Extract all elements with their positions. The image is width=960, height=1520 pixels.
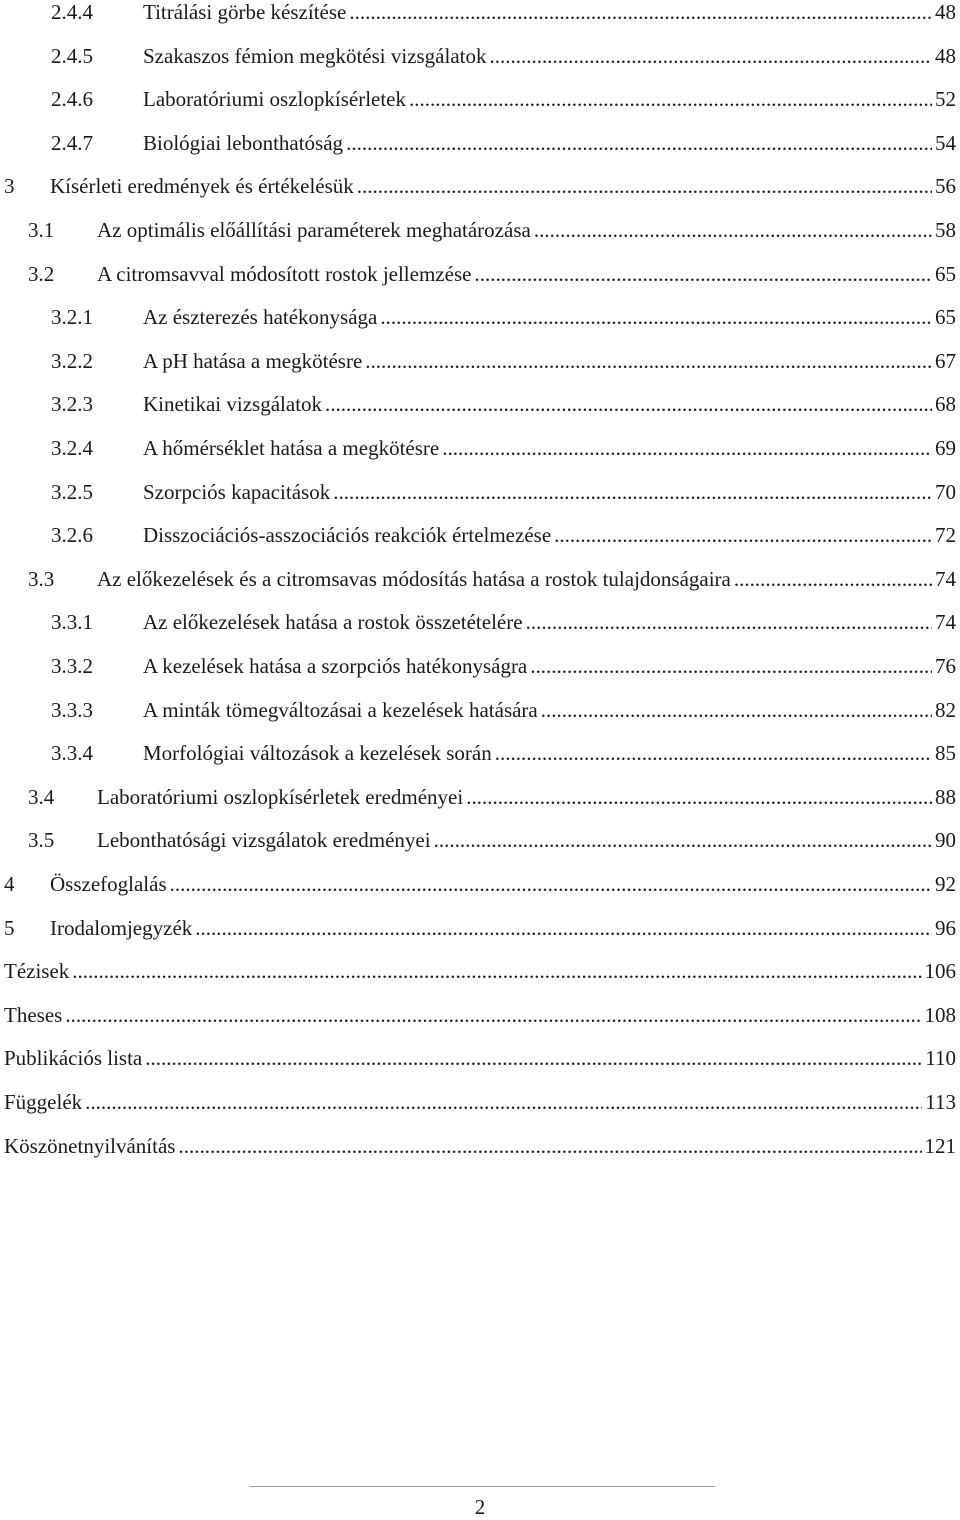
toc-entry-number: 4 (4, 872, 15, 896)
toc-entry[interactable] (0, 775, 960, 819)
toc-entry-number: 3.3.1 (51, 610, 93, 635)
dot-leader (145, 1046, 922, 1070)
toc-entry-title: A citromsavval módosított rostok jellemzése (97, 261, 472, 286)
toc-entry[interactable] (0, 339, 960, 383)
toc-entry-number: 2.4.5 (51, 43, 93, 68)
toc-entry-number: 3.4 (28, 784, 55, 809)
toc-entry-title: Kísérleti eredmények és értékelésük (50, 174, 354, 199)
toc-entry-title: Az észterezés hatékonysága (143, 305, 378, 330)
dot-leader (65, 1003, 921, 1027)
dot-leader (474, 262, 932, 286)
toc-entry[interactable] (0, 557, 960, 601)
toc-entry-title: Szorpciós kapacitások (143, 479, 331, 504)
toc-entry-title: Az előkezelések és a citromsavas módosítás hatása a rostok tulajdonságaira (97, 566, 731, 591)
dot-leader (349, 0, 932, 24)
toc-entry-page: 113 (925, 1090, 956, 1114)
toc-entry-title: A minták tömegváltozásai a kezelések hatására (143, 697, 538, 722)
toc-entry-number: 3.2.1 (51, 305, 93, 330)
toc-entry-title: Titrálási görbe készítése (143, 0, 347, 24)
toc-entry[interactable] (0, 688, 960, 732)
toc-entry[interactable] (0, 164, 960, 208)
toc-entry-page: 56 (935, 174, 956, 199)
toc-entry[interactable] (0, 470, 960, 514)
toc-entry[interactable] (0, 600, 960, 644)
toc-entry-number: 3.2.3 (51, 392, 93, 417)
toc-entry-title: Laboratóriumi oszlopkísérletek eredményei (97, 784, 464, 809)
dot-leader (434, 828, 932, 852)
toc-entry-title: Laboratóriumi oszlopkísérletek (143, 87, 407, 112)
dot-leader (170, 872, 932, 896)
toc-entry-title: Szakaszos fémion megkötési vizsgálatok (143, 43, 487, 68)
dot-leader (325, 392, 932, 416)
toc-entry-page: 48 (935, 0, 956, 24)
toc-entry[interactable] (0, 862, 960, 906)
toc-entry-number: 2.4.6 (51, 87, 93, 112)
dot-leader (357, 174, 932, 198)
toc-entry-title: A pH hatása a megkötésre (143, 348, 363, 373)
toc-entry[interactable] (0, 818, 960, 862)
toc-entry-title: Disszociációs-asszociációs reakciók értelmezése (143, 523, 552, 548)
toc-entry-page: 70 (935, 479, 956, 504)
toc-entry[interactable] (0, 0, 960, 34)
toc-entry[interactable] (0, 208, 960, 252)
toc-entry-title: A hőmérséklet hatása a megkötésre (143, 436, 440, 460)
toc-entry-number: 3.2.2 (51, 348, 93, 373)
dot-leader (346, 131, 932, 155)
toc-entry[interactable] (0, 77, 960, 121)
toc-entry-title: Az optimális előállítási paraméterek meghatározása (97, 218, 531, 242)
toc-entry-page: 96 (935, 915, 956, 940)
dot-leader (85, 1090, 922, 1114)
toc-entry-page: 58 (935, 218, 956, 242)
toc-entry-page: 69 (935, 436, 956, 460)
toc-entry-number: 3.2 (28, 261, 55, 286)
dot-leader (178, 1134, 921, 1158)
toc-entry-title: Lebonthatósági vizsgálatok eredményei (97, 828, 431, 853)
toc-entry-page: 110 (925, 1046, 956, 1071)
toc-entry-number: 3.3 (28, 566, 55, 591)
toc-entry[interactable] (0, 1080, 960, 1124)
toc-entry[interactable] (0, 993, 960, 1037)
toc-entry-page: 65 (935, 261, 956, 286)
toc-entry-page: 85 (935, 741, 956, 766)
toc-entry[interactable] (0, 513, 960, 557)
toc-entry-title: A kezelések hatása a szorpciós hatékonyságra (143, 654, 528, 678)
toc-entry-page: 65 (935, 305, 956, 330)
toc-entry[interactable] (0, 426, 960, 470)
toc-entry[interactable] (0, 34, 960, 78)
toc-entry-number: 2.4.7 (51, 130, 93, 155)
toc-entry-number: 3 (4, 174, 15, 199)
dot-leader (554, 523, 932, 547)
toc-entry-number: 3.2.5 (51, 479, 93, 504)
dot-leader (409, 87, 932, 111)
toc-entry-page: 90 (935, 828, 956, 853)
toc-entry-title: Biológiai lebonthatóság (143, 130, 344, 155)
toc-entry-page: 74 (935, 566, 956, 591)
dot-leader (365, 349, 932, 373)
toc-entry[interactable] (0, 949, 960, 993)
toc-entry-number: 5 (4, 915, 15, 940)
toc-entry-title: Morfológiai változások a kezelések során (143, 741, 492, 766)
toc-entry-number: 3.1 (28, 218, 55, 242)
toc-entry[interactable] (0, 644, 960, 688)
toc-entry-page: 76 (935, 654, 956, 678)
toc-entry[interactable] (0, 295, 960, 339)
toc-entry-page: 48 (935, 43, 956, 68)
dot-leader (442, 436, 932, 460)
toc-entry-number: 3.3.4 (51, 741, 93, 766)
toc-entry[interactable] (0, 906, 960, 950)
toc-entry-title: Publikációs lista (4, 1046, 143, 1071)
toc-entry-title: Köszönetnyilvánítás (4, 1133, 176, 1158)
toc-entry[interactable] (0, 121, 960, 165)
toc-entry-title: Tézisek (4, 959, 70, 984)
toc-entry-title: Függelék (4, 1090, 83, 1114)
toc-entry-page: 121 (924, 1133, 956, 1158)
toc-entry[interactable] (0, 1124, 960, 1168)
toc-entry-title: Az előkezelések hatása a rostok összetételére (143, 610, 523, 635)
toc-entry-page: 72 (935, 523, 956, 548)
toc-entry-page: 74 (935, 610, 956, 635)
toc-entry-number: 3.2.6 (51, 523, 93, 548)
toc-entry-title: Kinetikai vizsgálatok (143, 392, 323, 417)
toc-entry-title: Összefoglalás (50, 872, 167, 896)
toc-entry-number: 2.4.4 (51, 0, 93, 24)
toc-entry-page: 67 (935, 348, 956, 373)
toc-entry-page: 106 (924, 959, 956, 984)
dot-leader (195, 916, 932, 940)
toc-entry-page: 88 (935, 784, 956, 809)
dot-leader (541, 698, 932, 722)
toc-entry[interactable] (0, 1036, 960, 1080)
footer-divider (250, 1486, 715, 1487)
toc-entry-number: 3.5 (28, 828, 55, 853)
toc-entry-page: 68 (935, 392, 956, 417)
toc-entry[interactable] (0, 382, 960, 426)
dot-leader (734, 567, 932, 591)
toc-entry-page: 92 (935, 872, 956, 896)
toc-entry-title: Theses (4, 1002, 63, 1027)
dot-leader (534, 218, 932, 242)
toc-entry-number: 3.3.3 (51, 697, 93, 722)
dot-leader (72, 959, 921, 983)
toc-entry-page: 52 (935, 87, 956, 112)
dot-leader (530, 654, 932, 678)
toc-entry-title: Irodalomjegyzék (50, 915, 193, 940)
toc-entry-page: 108 (924, 1002, 956, 1027)
dot-leader (466, 785, 932, 809)
page-number: 2 (474, 1495, 486, 1519)
toc-entry-number: 3.3.2 (51, 654, 93, 678)
toc-entry[interactable] (0, 731, 960, 775)
dot-leader (380, 305, 932, 329)
toc-entry[interactable] (0, 252, 960, 296)
dot-leader (490, 44, 933, 68)
dot-leader (526, 610, 932, 634)
dot-leader (333, 480, 932, 504)
toc-entry-page: 54 (935, 130, 956, 155)
toc-entry-number: 3.2.4 (51, 436, 93, 460)
toc-entry-page: 82 (935, 697, 956, 722)
dot-leader (495, 741, 932, 765)
